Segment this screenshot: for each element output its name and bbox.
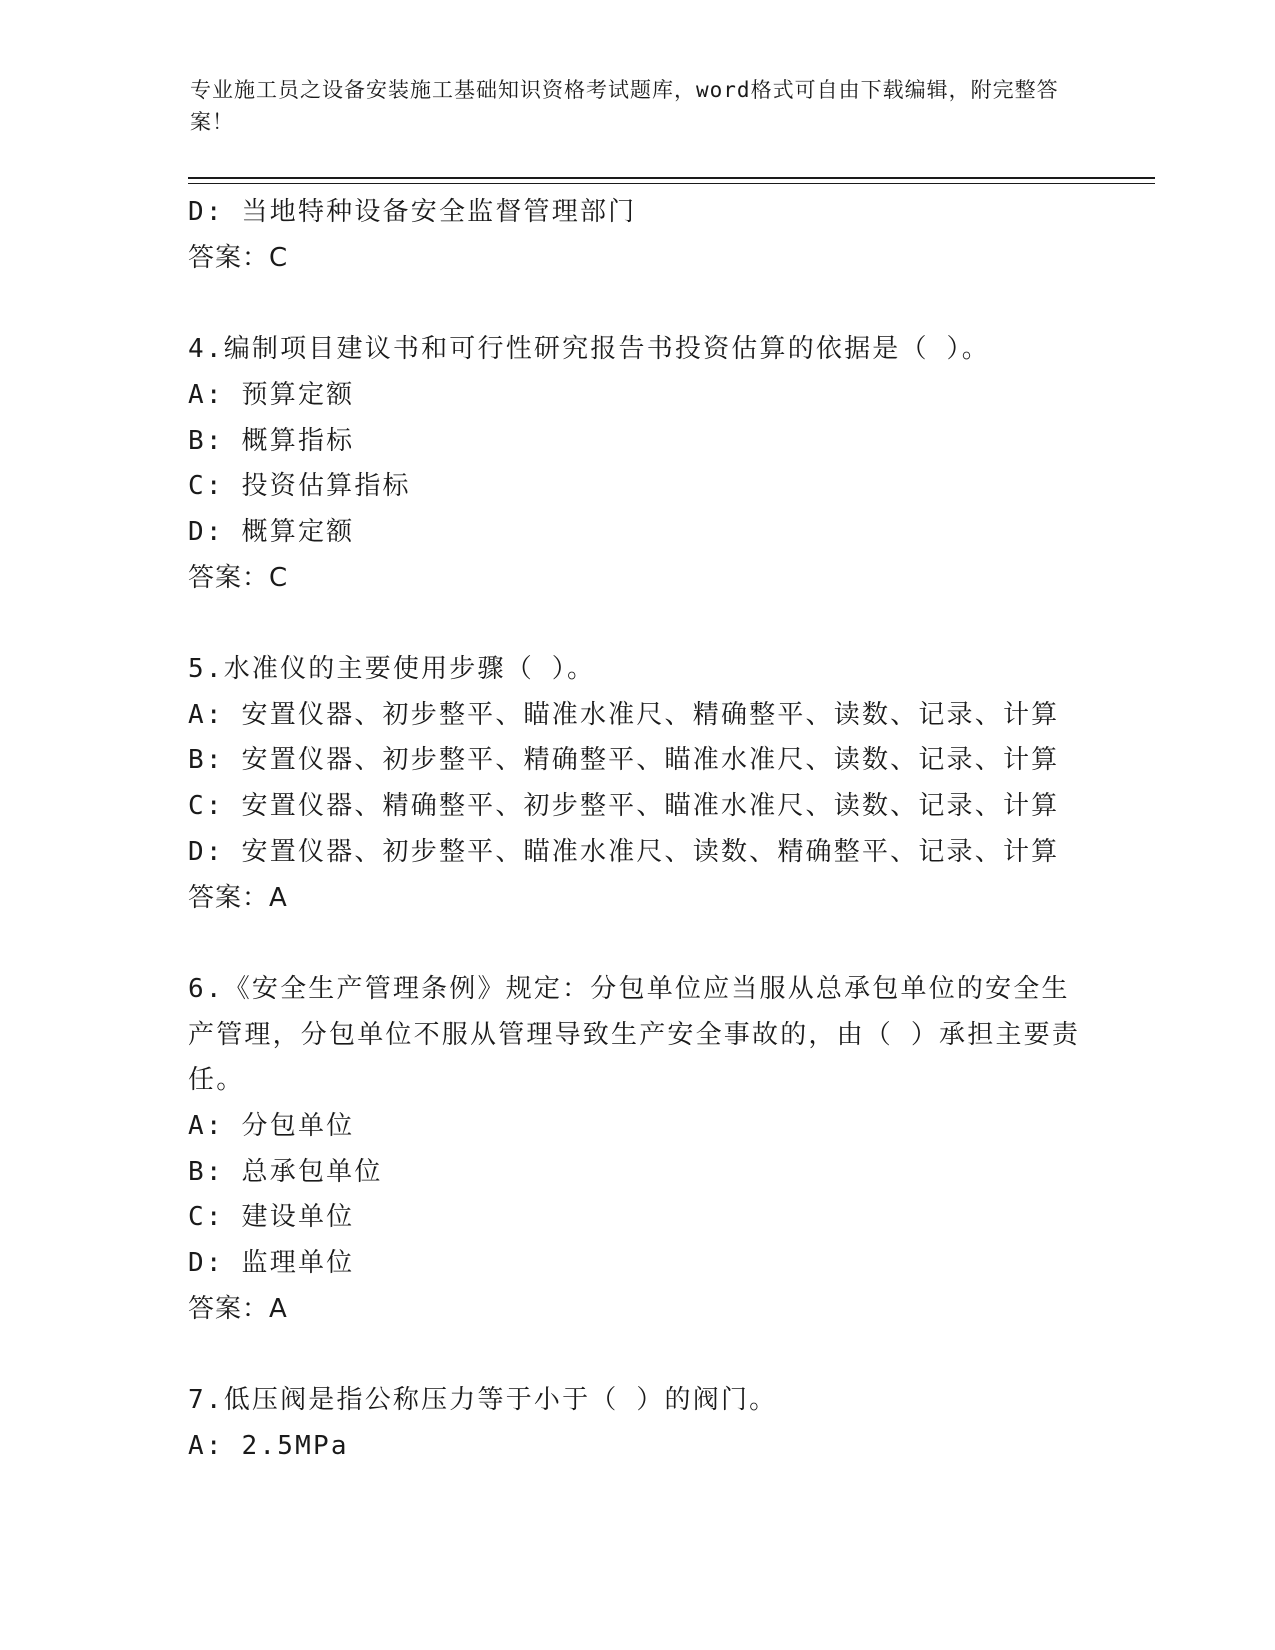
option-d: D: 监理单位 xyxy=(188,1248,355,1279)
answer: 答案：C xyxy=(188,242,289,273)
option-b: B: 概算指标 xyxy=(188,425,355,456)
answer: 答案：C xyxy=(188,562,289,593)
option-c: C: 安置仪器、精确整平、初步整平、瞄准水准尺、读数、记录、计算 xyxy=(188,791,1060,822)
option-a: A: 安置仪器、初步整平、瞄准水准尺、精确整平、读数、记录、计算 xyxy=(188,699,1060,730)
option-d: D: 概算定额 xyxy=(188,516,355,547)
option-a: A: 预算定额 xyxy=(188,379,355,410)
option-b: B: 安置仪器、初步整平、精确整平、瞄准水准尺、读数、记录、计算 xyxy=(188,745,1060,776)
answer: 答案：A xyxy=(188,1293,288,1324)
spacer xyxy=(188,1333,1088,1379)
option-d: D: 当地特种设备安全监督管理部门 xyxy=(188,197,637,227)
answer: 答案：A xyxy=(188,882,288,913)
question-content xyxy=(188,190,1088,1470)
option-c: C: 建设单位 xyxy=(188,1202,355,1233)
question-stem: 5.水准仪的主要使用步骤（ ）。 xyxy=(188,654,596,684)
question-stem: 4.编制项目建议书和可行性研究报告书投资估算的依据是（ ）。 xyxy=(188,334,990,365)
question-stem: 7.低压阀是指公称压力等于小于（ ）的阀门。 xyxy=(188,1385,778,1416)
question-stem: 6.《安全生产管理条例》规定：分包单位应当服从总承包单位的安全生产管理，分包单位不服从管理导致生产安全事故的，由（ ）承担主要责任。 xyxy=(188,973,1081,1096)
option-b: B: 总承包单位 xyxy=(188,1156,383,1187)
option-a: A: 分包单位 xyxy=(188,1111,355,1142)
document-header xyxy=(190,74,1070,138)
option-d: D: 安置仪器、初步整平、瞄准水准尺、读数、精确整平、记录、计算 xyxy=(188,836,1060,867)
option-c: C: 投资估算指标 xyxy=(188,471,411,502)
option-a: A: 2.5MPa xyxy=(188,1430,349,1461)
header-divider-thick xyxy=(188,177,1155,179)
spacer xyxy=(188,921,1088,967)
spacer xyxy=(188,601,1088,647)
spacer xyxy=(188,281,1088,327)
header-text: 专业施工员之设备安装施工基础知识资格考试题库，word格式可自由下载编辑，附完整答案！ xyxy=(190,78,1059,134)
header-divider-thin xyxy=(188,183,1155,184)
